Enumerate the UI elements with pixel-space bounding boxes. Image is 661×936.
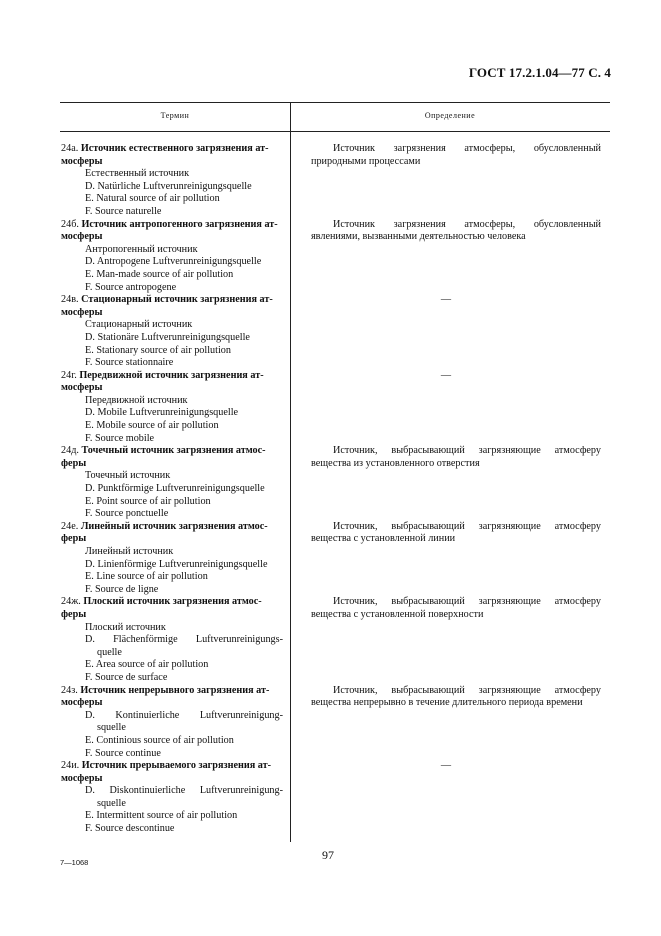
term-german: D. Punktförmige Luftverunreinigungsquelle [85,483,265,495]
term-heading [61,760,291,773]
term-german: D. Natürliche Luftverunreinigungsquelle [85,180,252,192]
term-english: E. Area source of air pollution [85,659,209,671]
table-row [0,521,661,597]
term-number: 24ж. [61,596,81,608]
term-cell [0,685,291,761]
definition-cell [311,685,601,710]
definition-cell [311,760,601,773]
page-number: 97 [322,848,334,862]
table-row [0,370,661,446]
table-row [0,445,661,521]
term-german-continued: quelle [97,646,122,658]
term-french: F. Source naturelle [85,205,162,217]
table-row [0,596,661,684]
term-german-continued: squelle [97,722,126,734]
term-french: F. Source mobile [85,432,155,444]
term-title-continued: мосферы [61,697,103,709]
term-number: 24е. [61,520,79,532]
page-header: ГОСТ 17.2.1.04—77 С. 4 [468,65,611,80]
term-title: Линейный источник загрязнения атмос- [80,520,268,532]
term-heading [61,143,291,156]
term-title-continued: мосферы [61,155,103,167]
term-title: Источник антропогенного загрязнения ат- [81,218,278,230]
definition-cell [311,445,601,470]
term-cell [0,219,291,295]
term-table-body [0,143,661,836]
term-french: F. Source ponctuelle [85,508,169,520]
table-row [0,219,661,295]
term-german-continued: squelle [97,797,126,809]
definition-text: — [440,369,452,381]
term-german: D. Mobile Luftverunreinigungsquelle [85,407,239,419]
term-french: F. Source antropogene [85,281,177,293]
term-short-form: Стационарный источник [85,319,193,331]
term-heading [61,370,291,383]
term-cell [0,521,291,597]
column-header-definition: Определение [424,111,476,120]
table-row [0,143,661,219]
print-code: 7—1068 [60,858,89,867]
term-english: E. Natural source of air pollution [85,193,220,205]
term-number: 24д. [61,445,79,457]
definition-text: Источник, выбрасывающий загрязняющие атмосферу вещества из установленного отверстия [311,445,601,469]
term-short-form: Передвижной источник [85,394,188,406]
term-title-continued: мосферы [61,382,103,394]
table-header-rule [60,131,610,132]
column-header-term: Термин [160,111,190,120]
term-title: Стационарный источник загрязнения ат- [81,294,273,306]
term-short-form: Точечный источник [85,470,171,482]
table-row [0,685,661,761]
term-cell [0,294,291,370]
term-english: E. Line source of air pollution [85,571,208,583]
definition-text: Источник загрязнения атмосферы, обусловленный явлениями, вызванными деятельностью человека [311,218,601,243]
table-row [0,294,661,370]
definition-text: Источник загрязнения атмосферы, обусловленный природными процессами [311,143,601,167]
definition-cell [311,370,601,383]
term-heading [61,445,291,458]
term-number: 24з. [61,684,78,696]
term-french: F. Source stationnaire [85,357,174,369]
term-german: D. Kontinuierliche Luftverunreinigung- [85,709,283,721]
term-english: E. Man-made source of air pollution [85,268,234,280]
term-cell [0,445,291,521]
table-row [0,760,661,836]
term-english: E. Stationary source of air pollution [85,344,231,356]
term-german: D. Flächenförmige Luftverunreinigungs- [85,634,283,646]
term-french: F. Source de ligne [85,583,159,595]
term-heading [61,219,291,232]
definition-text: Источник, выбрасывающий загрязняющие атмосферу вещества с установленной поверхности [311,596,601,620]
definition-cell [311,219,601,244]
term-cell [0,143,291,219]
term-title: Плоский источник загрязнения атмос- [83,596,262,608]
term-title-continued: мосферы [61,306,103,318]
term-german: D. Linienförmige Luftverunreinigungsquelle [85,558,268,570]
term-title-continued: феры [61,608,87,620]
term-title: Источник прерываемого загрязнения ат- [81,760,271,772]
term-title: Передвижной источник загрязнения ат- [79,369,264,381]
term-short-form: Линейный источник [85,546,174,557]
term-title-continued: феры [61,457,87,469]
term-short-form: Естественный источник [85,168,190,180]
definition-text: — [440,760,452,772]
term-french: F. Source descontinue [85,823,175,835]
term-cell [0,370,291,446]
term-heading [61,596,291,609]
term-french: F. Source continue [85,747,161,759]
term-title: Точечный источник загрязнения атмос- [81,445,266,457]
definition-cell [311,596,601,621]
definition-cell [311,521,601,546]
definition-text: Источник, выбрасывающий загрязняющие атмосферу вещества непрерывно в течение длительного периода времени [311,684,601,709]
term-german: D. Diskontinuierliche Luftverunreinigung- [85,785,283,797]
term-number: 24б. [61,218,79,230]
term-number: 24г. [61,369,77,381]
term-short-form: Антропогенный источник [85,243,198,255]
definition-text: Источник, выбрасывающий загрязняющие атмосферу вещества с установленной линии [311,520,601,545]
term-title-continued: феры [61,533,87,545]
term-heading [61,685,291,698]
term-heading [61,294,291,307]
term-title: Источник естественного загрязнения ат- [80,143,269,154]
term-heading [61,521,291,534]
term-number: 24и. [61,760,80,772]
term-german: D. Stationäre Luftverunreinigungsquelle [85,331,250,343]
definition-cell [311,143,601,168]
term-number: 24а. [61,143,79,154]
term-number: 24в. [61,294,79,306]
term-short-form: Плоский источник [85,621,166,633]
term-title: Источник непрерывного загрязнения ат- [80,684,270,696]
term-title-continued: мосферы [61,231,103,243]
term-cell [0,760,291,836]
term-english: E. Point source of air pollution [85,495,211,507]
table-top-rule [60,102,610,103]
definition-cell [311,294,601,307]
term-cell [0,596,291,684]
term-german: D. Antropogene Luftverunreinigungsquelle [85,256,262,268]
definition-text: — [440,294,452,306]
term-title-continued: мосферы [61,772,103,784]
term-french: F. Source de surface [85,671,168,683]
term-english: E. Intermittent source of air pollution [85,810,238,822]
term-english: E. Mobile source of air pollution [85,420,219,432]
term-english: E. Continious source of air pollution [85,734,234,746]
